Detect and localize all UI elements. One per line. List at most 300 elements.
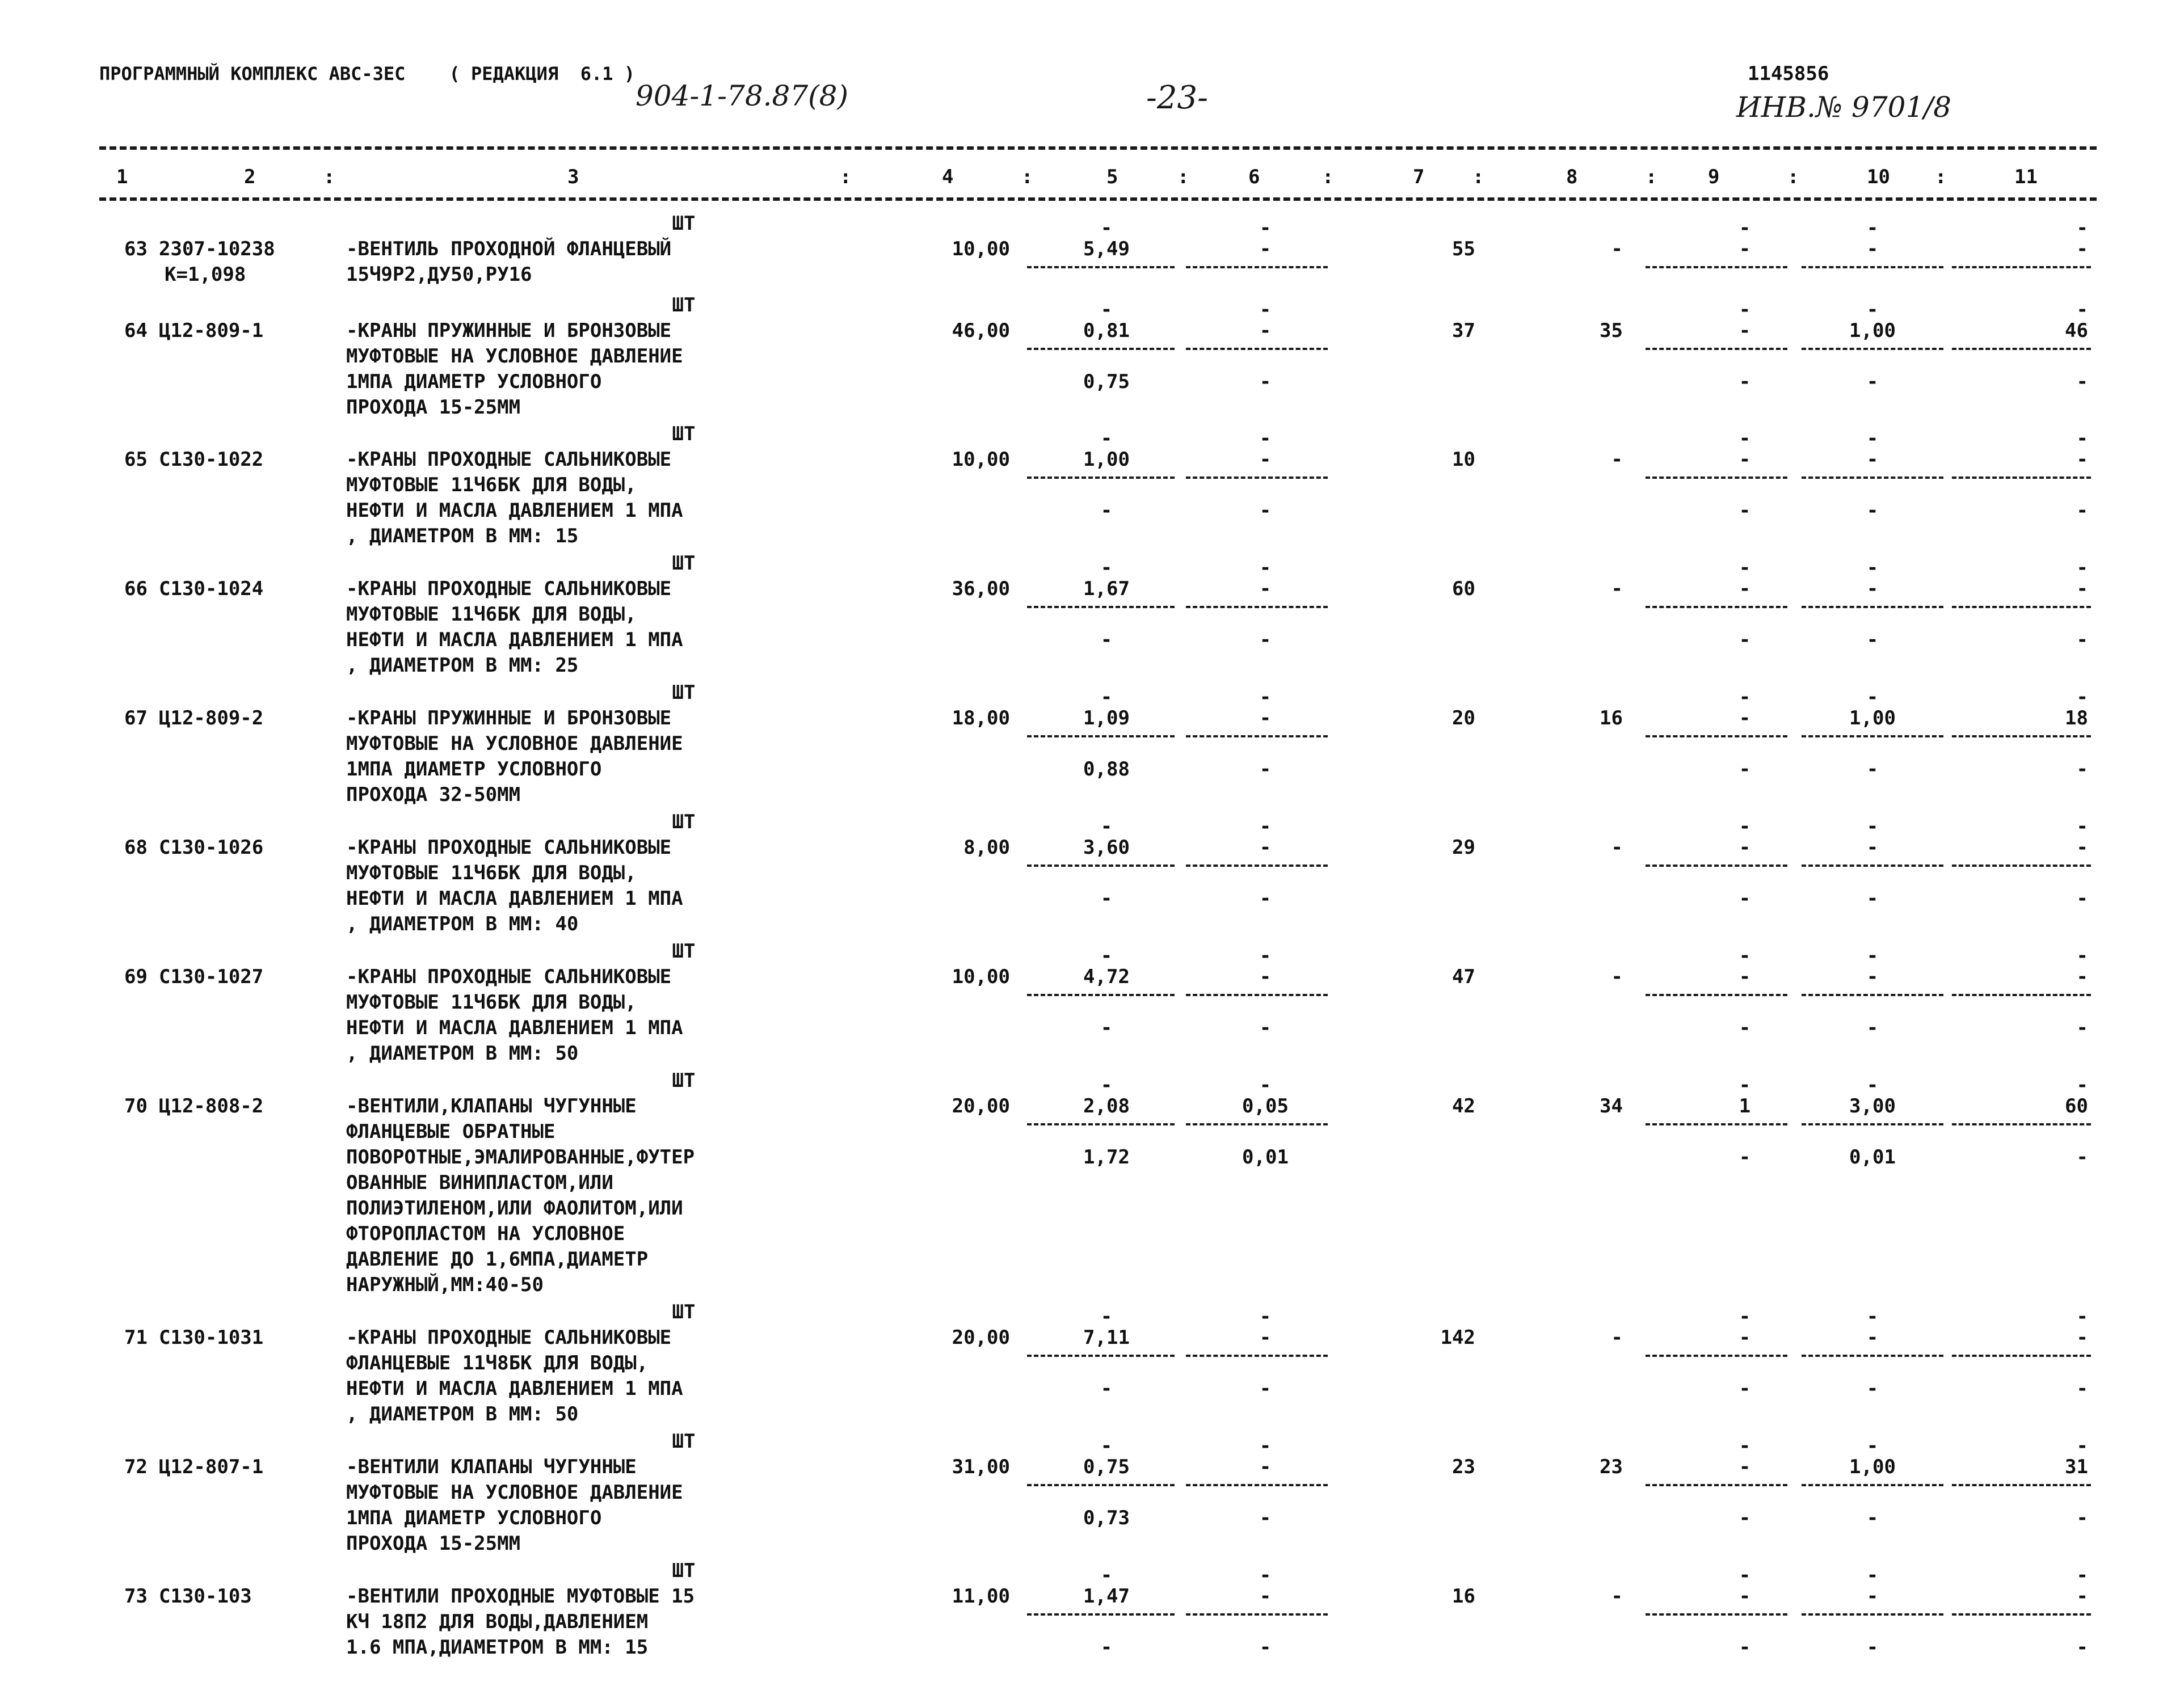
col5-separator: [1027, 1355, 1175, 1357]
item-code: С130-1031: [159, 1326, 264, 1349]
col11-separator: [1952, 994, 2091, 996]
col7-value: 16: [1452, 1585, 1475, 1608]
col7-value: 29: [1452, 836, 1475, 859]
item-description-line: МУФТОВЫЕ НА УСЛОВНОЕ ДАВЛЕНИЕ: [346, 345, 683, 368]
col10-top-dash: -: [1866, 945, 1879, 967]
col9-separator: [1646, 348, 1787, 350]
col5-top-dash: -: [1100, 1074, 1113, 1097]
col11-second-value: -: [2076, 1507, 2088, 1529]
col5-separator: [1027, 606, 1175, 608]
item-code: С130-1027: [159, 965, 264, 988]
column-header-2: 2: [244, 166, 256, 188]
row-number: 66: [124, 577, 148, 600]
unit-label: ШТ: [672, 811, 696, 833]
col6-second-value: -: [1259, 499, 1272, 522]
col9-second-value: -: [1739, 758, 1751, 781]
item-code: Ц12-808-2: [159, 1095, 264, 1118]
col11-top-dash: -: [2076, 1305, 2088, 1328]
item-description-line: ПРОХОДА 15-25ММ: [346, 1532, 521, 1555]
col10-top-dash: -: [1866, 217, 1879, 239]
col8-value: 34: [1600, 1095, 1623, 1118]
col9-second-value: -: [1739, 887, 1751, 910]
col10-value: -: [1866, 577, 1879, 600]
col6-second-value: -: [1259, 887, 1272, 910]
col11-top-dash: -: [2076, 556, 2088, 579]
col10-second-value: -: [1866, 1636, 1879, 1659]
quantity-value: 10,00: [952, 238, 1010, 260]
col11-separator: [1952, 606, 2091, 608]
item-description-line: МУФТОВЫЕ НА УСЛОВНОЕ ДАВЛЕНИЕ: [346, 732, 683, 755]
col10-value: -: [1866, 238, 1879, 260]
col11-top-dash: -: [2076, 686, 2088, 709]
col11-value: 31: [2065, 1456, 2088, 1478]
item-code: С130-1022: [159, 448, 264, 471]
item-description-line: -КРАНЫ ПРУЖИННЫЕ И БРОНЗОВЫЕ: [346, 319, 672, 342]
col8-value: -: [1611, 448, 1623, 471]
col11-second-value: -: [2076, 370, 2088, 393]
col6-second-value: -: [1259, 1377, 1272, 1400]
col10-value: 1,00: [1849, 1456, 1896, 1478]
col5-value: 4,72: [1083, 965, 1130, 988]
col11-value: 46: [2065, 319, 2088, 342]
col5-top-dash: -: [1100, 217, 1113, 239]
col11-second-value: -: [2076, 629, 2088, 651]
column-header-10: 6: [1248, 166, 1260, 188]
col5-separator: [1027, 1123, 1175, 1125]
col9-separator: [1646, 1484, 1787, 1486]
col9-separator: [1646, 735, 1787, 737]
col6-top-dash: -: [1259, 556, 1272, 579]
col5-top-dash: -: [1100, 427, 1113, 450]
col6-value: -: [1259, 1585, 1272, 1608]
column-header-1: 1: [116, 166, 128, 188]
unit-label: ШТ: [672, 294, 696, 317]
item-description-line: НАРУЖНЫЙ,ММ:40-50: [346, 1274, 544, 1296]
col10-second-value: -: [1866, 758, 1879, 781]
col9-top-dash: -: [1739, 815, 1751, 838]
quantity-value: 46,00: [952, 319, 1010, 342]
col8-value: -: [1611, 1326, 1623, 1349]
col6-separator: [1186, 865, 1328, 867]
col5-value: 2,08: [1083, 1095, 1130, 1118]
col5-separator: [1027, 994, 1175, 996]
col9-value: -: [1739, 238, 1751, 260]
col11-top-dash: -: [2076, 1564, 2088, 1587]
col11-value: 60: [2065, 1095, 2088, 1118]
col9-top-dash: -: [1739, 217, 1751, 239]
col5-value: 1,09: [1083, 707, 1130, 730]
item-description-line: ФТОРОПЛАСТОМ НА УСЛОВНОЕ: [346, 1222, 625, 1245]
col9-top-dash: -: [1739, 1564, 1751, 1587]
column-header-12: 7: [1413, 166, 1425, 188]
col5-separator: [1027, 477, 1175, 479]
col8-value: -: [1611, 836, 1623, 859]
column-header-8: 5: [1106, 166, 1118, 188]
col10-separator: [1802, 1123, 1943, 1125]
item-description-line: НЕФТИ И МАСЛА ДАВЛЕНИЕМ 1 МПА: [346, 887, 683, 910]
col5-separator: [1027, 865, 1175, 867]
col11-value: -: [2076, 448, 2088, 471]
item-description-line: -ВЕНТИЛИ КЛАПАНЫ ЧУГУННЫЕ: [346, 1456, 637, 1478]
col6-top-dash: -: [1259, 1435, 1272, 1457]
column-header-3: :: [323, 166, 335, 188]
col9-second-value: -: [1739, 1017, 1751, 1039]
col5-second-value: 0,88: [1083, 758, 1130, 781]
item-description-line: МУФТОВЫЕ 11Ч6БК ДЛЯ ВОДЫ,: [346, 474, 637, 496]
item-description-line: 1МПА ДИАМЕТР УСЛОВНОГО: [346, 1507, 602, 1529]
col5-value: 1,67: [1083, 577, 1130, 600]
item-description-line: ПОЛИЭТИЛЕНОМ,ИЛИ ФАОЛИТОМ,ИЛИ: [346, 1197, 683, 1220]
col5-second-value: 0,75: [1083, 370, 1130, 393]
col11-top-dash: -: [2076, 815, 2088, 838]
row-number: 67: [124, 707, 148, 730]
col9-separator: [1646, 606, 1787, 608]
header-top-rule: [99, 146, 2097, 150]
item-description-line: 1.6 МПА,ДИАМЕТРОМ В ММ: 15: [346, 1636, 649, 1659]
col6-top-dash: -: [1259, 945, 1272, 967]
item-description-line: ПОВОРОТНЫЕ,ЭМАЛИРОВАННЫЕ,ФУТЕР: [346, 1146, 695, 1169]
unit-label: ШТ: [672, 1301, 696, 1323]
col10-second-value: -: [1866, 1507, 1879, 1529]
col11-separator: [1952, 1613, 2091, 1616]
col9-value: -: [1739, 1456, 1751, 1478]
col6-value: -: [1259, 1456, 1272, 1478]
col5-second-value: -: [1100, 1017, 1113, 1039]
col5-value: 7,11: [1083, 1326, 1130, 1349]
col6-separator: [1186, 735, 1328, 737]
col6-separator: [1186, 606, 1328, 608]
col8-value: -: [1611, 577, 1623, 600]
col5-second-value: 0,73: [1083, 1507, 1130, 1529]
col9-second-value: -: [1739, 499, 1751, 522]
column-header-9: :: [1177, 166, 1189, 188]
item-description-line: -ВЕНТИЛИ,КЛАПАНЫ ЧУГУННЫЕ: [346, 1095, 637, 1118]
col6-value: -: [1259, 836, 1272, 859]
col10-value: -: [1866, 1585, 1879, 1608]
document-number: 1145856: [1748, 62, 1829, 85]
col6-top-dash: -: [1259, 1074, 1272, 1097]
item-description-line: -КРАНЫ ПРОХОДНЫЕ САЛЬНИКОВЫЕ: [346, 577, 672, 600]
column-header-20: 11: [2014, 166, 2038, 188]
item-description-line: , ДИАМЕТРОМ В ММ: 50: [346, 1042, 579, 1065]
item-description-line: -ВЕНТИЛИ ПРОХОДНЫЕ МУФТОВЫЕ 15: [346, 1585, 695, 1608]
item-description-line: ФЛАНЦЕВЫЕ ОБРАТНЫЕ: [346, 1120, 556, 1143]
col10-separator: [1802, 477, 1943, 479]
col11-second-value: -: [2076, 758, 2088, 781]
unit-label: ШТ: [672, 212, 696, 235]
unit-label: ШТ: [672, 552, 696, 575]
item-description-line: -КРАНЫ ПРОХОДНЫЕ САЛЬНИКОВЫЕ: [346, 1326, 672, 1349]
col10-separator: [1802, 1484, 1943, 1486]
col5-value: 0,81: [1083, 319, 1130, 342]
col9-top-dash: -: [1739, 1435, 1751, 1457]
col7-value: 10: [1452, 448, 1475, 471]
col10-separator: [1802, 865, 1943, 867]
quantity-value: 20,00: [952, 1326, 1010, 1349]
col11-second-value: -: [2076, 499, 2088, 522]
col10-value: 1,00: [1849, 319, 1896, 342]
col10-value: -: [1866, 1326, 1879, 1349]
col5-second-value: -: [1100, 1636, 1113, 1659]
quantity-value: 11,00: [952, 1585, 1010, 1608]
col9-top-dash: -: [1739, 298, 1751, 321]
item-description-line: 1МПА ДИАМЕТР УСЛОВНОГО: [346, 370, 602, 393]
col6-top-dash: -: [1259, 686, 1272, 709]
col7-value: 55: [1452, 238, 1475, 260]
item-description-line: ПРОХОДА 15-25ММ: [346, 396, 521, 419]
col6-separator: [1186, 348, 1328, 350]
col8-value: 35: [1600, 319, 1623, 342]
col6-value: -: [1259, 448, 1272, 471]
col11-separator: [1952, 1123, 2091, 1125]
col6-separator: [1186, 994, 1328, 996]
col10-second-value: -: [1866, 1377, 1879, 1400]
item-description-line: МУФТОВЫЕ 11Ч6БК ДЛЯ ВОДЫ,: [346, 991, 637, 1014]
quantity-value: 10,00: [952, 965, 1010, 988]
item-description-line: НЕФТИ И МАСЛА ДАВЛЕНИЕМ 1 МПА: [346, 1017, 683, 1039]
item-description-line: 1МПА ДИАМЕТР УСЛОВНОГО: [346, 758, 602, 781]
col11-top-dash: -: [2076, 945, 2088, 967]
col11-top-dash: -: [2076, 1074, 2088, 1097]
col10-second-value: 0,01: [1849, 1146, 1896, 1169]
column-header-13: :: [1472, 166, 1484, 188]
unit-label: ШТ: [672, 940, 696, 963]
item-description-line: НЕФТИ И МАСЛА ДАВЛЕНИЕМ 1 МПА: [346, 499, 683, 522]
col9-separator: [1646, 1355, 1787, 1357]
col5-separator: [1027, 735, 1175, 737]
col9-top-dash: -: [1739, 1074, 1751, 1097]
col6-top-dash: -: [1259, 1564, 1272, 1587]
column-header-7: :: [1021, 166, 1033, 188]
col10-top-dash: -: [1866, 1435, 1879, 1457]
col9-top-dash: -: [1739, 556, 1751, 579]
col10-value: 3,00: [1849, 1095, 1896, 1118]
col6-top-dash: -: [1259, 298, 1272, 321]
col7-value: 23: [1452, 1456, 1475, 1478]
col5-top-dash: -: [1100, 686, 1113, 709]
col11-top-dash: -: [2076, 217, 2088, 239]
col9-value: -: [1739, 577, 1751, 600]
col6-separator: [1186, 1123, 1328, 1125]
col11-value: -: [2076, 238, 2088, 260]
column-header-17: :: [1787, 166, 1799, 188]
col11-separator: [1952, 266, 2091, 268]
col5-top-dash: -: [1100, 556, 1113, 579]
col9-second-value: -: [1739, 1146, 1751, 1169]
row-number: 70: [124, 1095, 148, 1118]
col9-value: -: [1739, 707, 1751, 730]
col5-top-dash: -: [1100, 1435, 1113, 1457]
col5-second-value: -: [1100, 499, 1113, 522]
col6-value: 0,05: [1242, 1095, 1289, 1118]
col6-top-dash: -: [1259, 427, 1272, 450]
row-number: 73: [124, 1585, 148, 1608]
col6-value: -: [1259, 319, 1272, 342]
col6-second-value: -: [1259, 629, 1272, 651]
quantity-value: 18,00: [952, 707, 1010, 730]
col11-second-value: -: [2076, 1017, 2088, 1039]
col6-separator: [1186, 1613, 1328, 1616]
col11-second-value: -: [2076, 887, 2088, 910]
col5-top-dash: -: [1100, 815, 1113, 838]
col5-separator: [1027, 1613, 1175, 1616]
col9-second-value: -: [1739, 629, 1751, 651]
item-code: С130-103: [159, 1585, 252, 1608]
col9-top-dash: -: [1739, 686, 1751, 709]
col5-second-value: -: [1100, 887, 1113, 910]
unit-label: ШТ: [672, 423, 696, 445]
col7-value: 142: [1440, 1326, 1475, 1349]
col9-value: -: [1739, 965, 1751, 988]
col6-separator: [1186, 1484, 1328, 1486]
col11-top-dash: -: [2076, 298, 2088, 321]
col9-second-value: -: [1739, 1377, 1751, 1400]
item-description-line: ПРОХОДА 32-50ММ: [346, 783, 521, 806]
header-bottom-rule: [99, 197, 2097, 201]
col7-value: 47: [1452, 965, 1475, 988]
col9-separator: [1646, 865, 1787, 867]
col10-top-dash: -: [1866, 298, 1879, 321]
item-description-line: ФЛАНЦЕВЫЕ 11Ч8БК ДЛЯ ВОДЫ,: [346, 1352, 649, 1374]
column-header-16: 9: [1708, 166, 1720, 188]
col6-separator: [1186, 1355, 1328, 1357]
col11-value: -: [2076, 965, 2088, 988]
col10-top-dash: -: [1866, 1305, 1879, 1328]
col11-value: -: [2076, 1585, 2088, 1608]
col6-second-value: -: [1259, 1507, 1272, 1529]
column-header-6: 4: [942, 166, 954, 188]
col10-second-value: -: [1866, 1017, 1879, 1039]
col5-top-dash: -: [1100, 945, 1113, 967]
item-description-line: , ДИАМЕТРОМ В ММ: 15: [346, 525, 579, 547]
col10-second-value: -: [1866, 887, 1879, 910]
col9-value: -: [1739, 1585, 1751, 1608]
col9-separator: [1646, 266, 1787, 268]
col11-second-value: -: [2076, 1377, 2088, 1400]
col8-value: 23: [1600, 1456, 1623, 1478]
item-description-line: -КРАНЫ ПРОХОДНЫЕ САЛЬНИКОВЫЕ: [346, 836, 672, 859]
col6-separator: [1186, 266, 1328, 268]
col11-separator: [1952, 735, 2091, 737]
item-description-line: , ДИАМЕТРОМ В ММ: 40: [346, 913, 579, 935]
item-description-line: -КРАНЫ ПРУЖИННЫЕ И БРОНЗОВЫЕ: [346, 707, 672, 730]
col11-value: -: [2076, 1326, 2088, 1349]
item-code: Ц12-807-1: [159, 1456, 264, 1478]
item-code: С130-1024: [159, 577, 264, 600]
col10-second-value: -: [1866, 370, 1879, 393]
col10-top-dash: -: [1866, 556, 1879, 579]
col10-second-value: -: [1866, 499, 1879, 522]
coefficient: К=1,098: [165, 263, 246, 286]
col9-value: -: [1739, 319, 1751, 342]
col6-value: -: [1259, 707, 1272, 730]
col5-value: 0,75: [1083, 1456, 1130, 1478]
col9-separator: [1646, 477, 1787, 479]
col10-value: -: [1866, 448, 1879, 471]
col10-separator: [1802, 266, 1943, 268]
col6-second-value: -: [1259, 1017, 1272, 1039]
col10-top-dash: -: [1866, 427, 1879, 450]
col6-top-dash: -: [1259, 815, 1272, 838]
column-header-18: 10: [1867, 166, 1890, 188]
col10-separator: [1802, 606, 1943, 608]
quantity-value: 20,00: [952, 1095, 1010, 1118]
col11-second-value: -: [2076, 1636, 2088, 1659]
project-code-handwritten: 904-1-78.87(8): [636, 79, 848, 112]
col10-separator: [1802, 1355, 1943, 1357]
row-number: 63: [124, 238, 148, 260]
item-description-line: НЕФТИ И МАСЛА ДАВЛЕНИЕМ 1 МПА: [346, 1377, 683, 1400]
col9-value: -: [1739, 1326, 1751, 1349]
col6-second-value: -: [1259, 370, 1272, 393]
col8-value: -: [1611, 238, 1623, 260]
col10-separator: [1802, 348, 1943, 350]
item-description-line: МУФТОВЫЕ НА УСЛОВНОЕ ДАВЛЕНИЕ: [346, 1481, 683, 1504]
col10-value: -: [1866, 836, 1879, 859]
item-description-line: , ДИАМЕТРОМ В ММ: 50: [346, 1403, 579, 1426]
col11-second-value: -: [2076, 1146, 2088, 1169]
col6-top-dash: -: [1259, 1305, 1272, 1328]
item-description-line: МУФТОВЫЕ 11Ч6БК ДЛЯ ВОДЫ,: [346, 603, 637, 626]
col11-separator: [1952, 477, 2091, 479]
col9-value: -: [1739, 836, 1751, 859]
col7-value: 60: [1452, 577, 1475, 600]
column-header-5: :: [840, 166, 852, 188]
col11-separator: [1952, 865, 2091, 867]
col7-value: 37: [1452, 319, 1475, 342]
item-description-line: КЧ 18П2 ДЛЯ ВОДЫ,ДАВЛЕНИЕМ: [346, 1610, 649, 1633]
col9-top-dash: -: [1739, 427, 1751, 450]
page-number-handwritten: -23-: [1146, 79, 1209, 116]
unit-label: ШТ: [672, 1430, 696, 1453]
item-description-line: , ДИАМЕТРОМ В ММ: 25: [346, 654, 579, 677]
col5-second-value: -: [1100, 629, 1113, 651]
row-number: 68: [124, 836, 148, 859]
unit-label: ШТ: [672, 1559, 696, 1582]
item-description-line: ДАВЛЕНИЕ ДО 1,6МПА,ДИАМЕТР: [346, 1248, 649, 1271]
col10-value: 1,00: [1849, 707, 1896, 730]
col9-second-value: -: [1739, 370, 1751, 393]
col11-separator: [1952, 1355, 2091, 1357]
quantity-value: 36,00: [952, 577, 1010, 600]
col6-value: -: [1259, 1326, 1272, 1349]
row-number: 71: [124, 1326, 148, 1349]
col5-value: 1,47: [1083, 1585, 1130, 1608]
item-code: Ц12-809-2: [159, 707, 264, 730]
col6-second-value: -: [1259, 1636, 1272, 1659]
col11-separator: [1952, 1484, 2091, 1486]
quantity-value: 31,00: [952, 1456, 1010, 1478]
col9-value: -: [1739, 448, 1751, 471]
col6-second-value: -: [1259, 758, 1272, 781]
col5-top-dash: -: [1100, 1305, 1113, 1328]
inventory-number-handwritten: ИНВ.№ 9701/8: [1736, 91, 1951, 124]
col6-value: -: [1259, 965, 1272, 988]
col6-separator: [1186, 477, 1328, 479]
row-number: 69: [124, 965, 148, 988]
col8-value: -: [1611, 1585, 1623, 1608]
col5-value: 5,49: [1083, 238, 1130, 260]
col10-top-dash: -: [1866, 686, 1879, 709]
program-header: ПРОГРАММНЫЙ КОМПЛЕКС АВС-ЗЕС ( РЕДАКЦИЯ 6.1 ): [99, 63, 636, 85]
column-header-11: :: [1322, 166, 1334, 188]
item-code: Ц12-809-1: [159, 319, 264, 342]
col9-separator: [1646, 1123, 1787, 1125]
col5-separator: [1027, 1484, 1175, 1486]
col11-top-dash: -: [2076, 1435, 2088, 1457]
col5-top-dash: -: [1100, 1564, 1113, 1587]
column-header-15: :: [1646, 166, 1657, 188]
